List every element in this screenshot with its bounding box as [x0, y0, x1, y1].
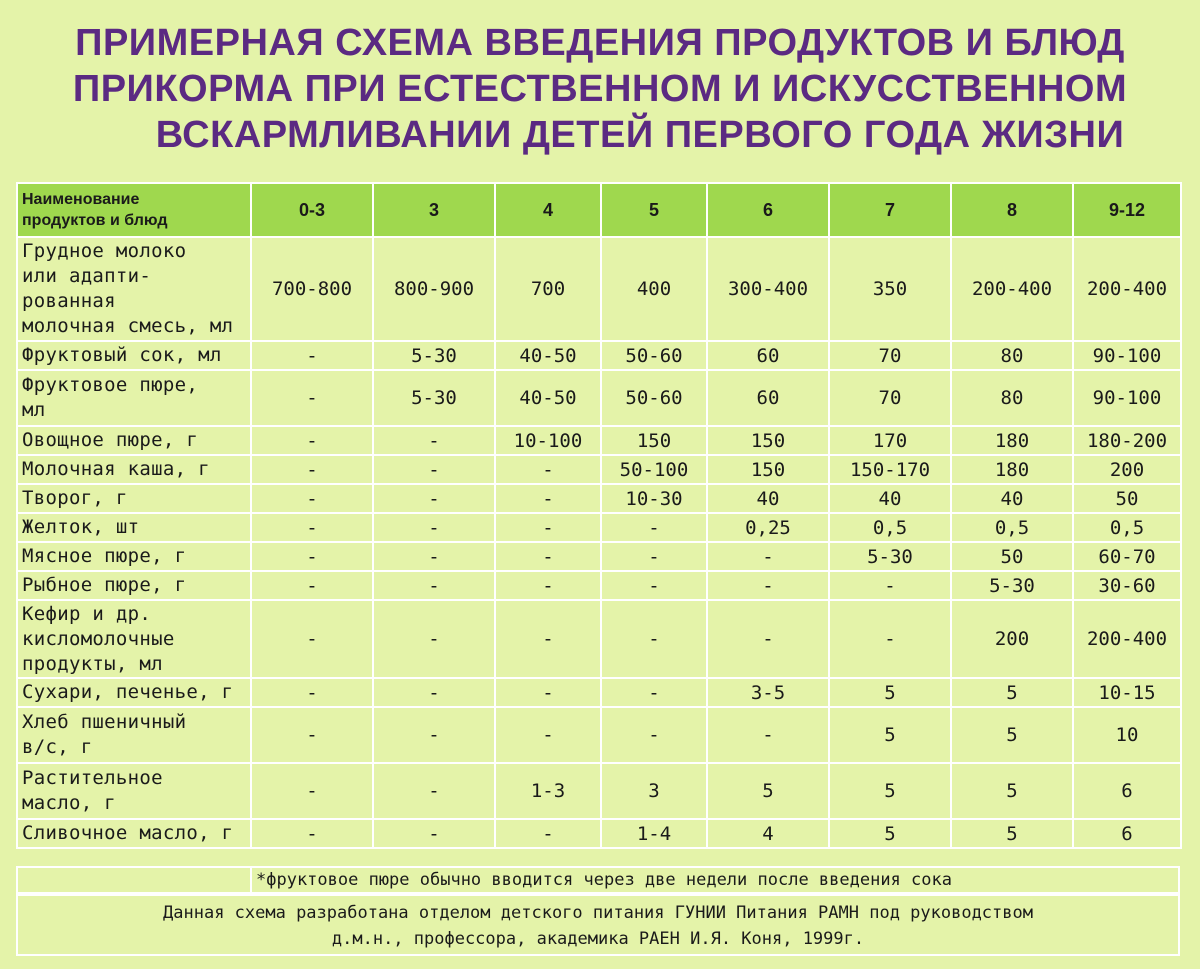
value-cell: 5: [829, 678, 951, 707]
value-cell: -: [373, 678, 495, 707]
value-cell: 10-30: [601, 484, 707, 513]
value-cell: -: [829, 600, 951, 678]
value-cell: 70: [829, 370, 951, 426]
value-cell: 180: [951, 455, 1073, 484]
table-row: [17, 819, 1181, 848]
value-cell: -: [495, 600, 601, 678]
table-row: [17, 542, 1181, 571]
value-cell: 5-30: [373, 341, 495, 370]
value-cell: 0,25: [707, 513, 829, 542]
value-cell: -: [251, 341, 373, 370]
title-line-1: ПРИМЕРНАЯ СХЕМА ВВЕДЕНИЯ ПРОДУКТОВ И БЛЮД: [75, 22, 1125, 64]
value-cell: 200-400: [951, 237, 1073, 341]
product-name-cell: [17, 455, 251, 484]
value-cell: 150: [707, 455, 829, 484]
value-cell: 40: [829, 484, 951, 513]
value-cell: 90-100: [1073, 370, 1181, 426]
value-cell: 150: [601, 426, 707, 455]
value-cell: -: [495, 819, 601, 848]
product-name-cell: [17, 707, 251, 763]
column-header-month: 7: [829, 183, 951, 237]
credits-line-1: Данная схема разработана отделом детского питания ГУНИИ Питания РАМН под руководством: [163, 903, 1033, 923]
value-cell: 50-100: [601, 455, 707, 484]
column-header-month: 8: [951, 183, 1073, 237]
value-cell: 180-200: [1073, 426, 1181, 455]
value-cell: 50-60: [601, 341, 707, 370]
product-name-line: молочная смесь, мл: [22, 315, 234, 337]
value-cell: 30-60: [1073, 571, 1181, 600]
table-row: [17, 455, 1181, 484]
table-row: [17, 426, 1181, 455]
value-cell: 5: [951, 819, 1073, 848]
value-cell: -: [251, 571, 373, 600]
value-cell: -: [495, 542, 601, 571]
value-cell: -: [601, 707, 707, 763]
value-cell: 150-170: [829, 455, 951, 484]
table-row: [17, 484, 1181, 513]
value-cell: 3-5: [707, 678, 829, 707]
value-cell: 80: [951, 341, 1073, 370]
column-header-month: 9-12: [1073, 183, 1181, 237]
value-cell: -: [373, 484, 495, 513]
product-name-cell: [17, 819, 251, 848]
table-row: [17, 600, 1181, 678]
value-cell: 80: [951, 370, 1073, 426]
value-cell: -: [251, 513, 373, 542]
product-name-line: продукты, мл: [22, 652, 163, 675]
table-row: [17, 763, 1181, 819]
value-cell: 40: [707, 484, 829, 513]
product-name-line: Фруктовый сок, мл: [22, 344, 222, 366]
value-cell: 0,5: [829, 513, 951, 542]
column-header-month: 6: [707, 183, 829, 237]
value-cell: 200: [951, 600, 1073, 678]
value-cell: 400: [601, 237, 707, 341]
value-cell: 5: [707, 763, 829, 819]
product-name-line: рованная: [22, 290, 116, 312]
value-cell: 800-900: [373, 237, 495, 341]
product-name-line: Творог, г: [22, 487, 128, 509]
footnote: *фруктовое пюре обычно вводится через две недели после введения сока: [250, 866, 1180, 894]
product-name-line: Рыбное пюре, г: [22, 574, 187, 596]
value-cell: 70: [829, 341, 951, 370]
value-cell: -: [601, 542, 707, 571]
product-name-cell: [17, 678, 251, 707]
value-cell: 170: [829, 426, 951, 455]
value-cell: 5: [951, 678, 1073, 707]
value-cell: -: [707, 600, 829, 678]
value-cell: -: [707, 707, 829, 763]
value-cell: -: [373, 763, 495, 819]
value-cell: 350: [829, 237, 951, 341]
value-cell: 5-30: [373, 370, 495, 426]
value-cell: -: [829, 571, 951, 600]
value-cell: 60: [707, 370, 829, 426]
value-cell: -: [495, 484, 601, 513]
value-cell: -: [373, 455, 495, 484]
footnote-spacer: [16, 866, 252, 894]
value-cell: 50-60: [601, 370, 707, 426]
value-cell: 5: [951, 763, 1073, 819]
value-cell: 200-400: [1073, 600, 1181, 678]
product-name-line: Грудное молоко: [22, 240, 187, 262]
value-cell: -: [601, 678, 707, 707]
value-cell: 40: [951, 484, 1073, 513]
value-cell: 3: [601, 763, 707, 819]
product-name-line: Сухари, печенье, г: [22, 681, 234, 703]
table-row: [17, 513, 1181, 542]
value-cell: -: [251, 707, 373, 763]
value-cell: 1-4: [601, 819, 707, 848]
value-cell: 40-50: [495, 341, 601, 370]
value-cell: 6: [1073, 819, 1181, 848]
table-row: [17, 678, 1181, 707]
product-name-cell: [17, 237, 251, 341]
column-header-month: 3: [373, 183, 495, 237]
product-name-line: Хлеб пшеничный: [22, 711, 187, 733]
product-name-cell: [17, 370, 251, 426]
value-cell: -: [373, 513, 495, 542]
table-row: [17, 571, 1181, 600]
value-cell: 5-30: [829, 542, 951, 571]
value-cell: 60-70: [1073, 542, 1181, 571]
value-cell: -: [373, 571, 495, 600]
table-row: [17, 341, 1181, 370]
value-cell: -: [495, 678, 601, 707]
page-title: [0, 20, 1200, 158]
product-name-line: или адапти-: [22, 265, 152, 287]
value-cell: -: [495, 707, 601, 763]
product-name-line: масло, г: [22, 792, 116, 814]
product-name-cell: [17, 513, 251, 542]
table-body: [17, 237, 1181, 848]
product-name-line: в/с, г: [22, 736, 93, 758]
value-cell: -: [251, 678, 373, 707]
value-cell: -: [601, 571, 707, 600]
value-cell: 5: [829, 707, 951, 763]
value-cell: 60: [707, 341, 829, 370]
product-name-line: Растительное: [22, 767, 163, 789]
value-cell: 6: [1073, 763, 1181, 819]
value-cell: -: [251, 819, 373, 848]
credits-line-2: д.м.н., профессора, академика РАЕН И.Я. Коня, 1999г.: [331, 929, 865, 949]
value-cell: -: [251, 484, 373, 513]
value-cell: 200: [1073, 455, 1181, 484]
value-cell: -: [251, 600, 373, 678]
product-name-line: Фруктовое пюре,: [22, 374, 199, 396]
value-cell: -: [373, 600, 495, 678]
value-cell: -: [373, 819, 495, 848]
value-cell: -: [251, 542, 373, 571]
product-name-line: Кефир и др.: [22, 602, 152, 625]
value-cell: 1-3: [495, 763, 601, 819]
title-line-3: ВСКАРМЛИВАНИИ ДЕТЕЙ ПЕРВОГО ГОДА ЖИЗНИ: [155, 114, 1125, 156]
product-name-cell: [17, 763, 251, 819]
value-cell: 0,5: [951, 513, 1073, 542]
value-cell: -: [373, 707, 495, 763]
value-cell: 0,5: [1073, 513, 1181, 542]
value-cell: 200-400: [1073, 237, 1181, 341]
product-name-line: Молочная каша, г: [22, 458, 210, 480]
value-cell: 300-400: [707, 237, 829, 341]
product-name-cell: [17, 426, 251, 455]
value-cell: -: [251, 763, 373, 819]
value-cell: -: [707, 571, 829, 600]
value-cell: -: [495, 513, 601, 542]
value-cell: 10-100: [495, 426, 601, 455]
value-cell: 90-100: [1073, 341, 1181, 370]
table-header-row: [17, 183, 1181, 237]
value-cell: 40-50: [495, 370, 601, 426]
product-name-line: Мясное пюре, г: [22, 545, 187, 567]
header-name-line-2: продуктов и блюд: [22, 212, 168, 229]
column-header-month: 0-3: [251, 183, 373, 237]
value-cell: -: [601, 513, 707, 542]
value-cell: 150: [707, 426, 829, 455]
value-cell: 180: [951, 426, 1073, 455]
value-cell: -: [495, 455, 601, 484]
table-row: [17, 237, 1181, 341]
value-cell: -: [495, 571, 601, 600]
header-name-line-1: Наименование: [22, 191, 140, 208]
column-header-month: 5: [601, 183, 707, 237]
value-cell: 5: [829, 819, 951, 848]
product-name-cell: [17, 542, 251, 571]
product-name-line: Овощное пюре, г: [22, 429, 199, 451]
product-name-cell: [17, 341, 251, 370]
column-header-name: [17, 183, 251, 237]
product-name-line: Желток, шт: [22, 516, 140, 538]
value-cell: 4: [707, 819, 829, 848]
value-cell: 10-15: [1073, 678, 1181, 707]
table-row: [17, 707, 1181, 763]
credits: [16, 894, 1180, 956]
table-row: [17, 370, 1181, 426]
value-cell: -: [251, 426, 373, 455]
value-cell: 50: [1073, 484, 1181, 513]
value-cell: 5: [829, 763, 951, 819]
product-name-line: кисломолочные: [22, 627, 175, 650]
value-cell: 700: [495, 237, 601, 341]
column-header-month: 4: [495, 183, 601, 237]
value-cell: -: [373, 542, 495, 571]
product-name-cell: [17, 600, 251, 678]
value-cell: -: [373, 426, 495, 455]
product-name-cell: [17, 484, 251, 513]
value-cell: 10: [1073, 707, 1181, 763]
product-name-line: Сливочное масло, г: [22, 822, 234, 844]
value-cell: 5: [951, 707, 1073, 763]
value-cell: -: [251, 370, 373, 426]
value-cell: 50: [951, 542, 1073, 571]
feeding-schedule-table: [16, 182, 1182, 849]
value-cell: 5-30: [951, 571, 1073, 600]
title-line-2: ПРИКОРМА ПРИ ЕСТЕСТВЕННОМ И ИСКУССТВЕННОМ: [72, 68, 1128, 110]
value-cell: 700-800: [251, 237, 373, 341]
product-name-cell: [17, 571, 251, 600]
value-cell: -: [707, 542, 829, 571]
value-cell: -: [601, 600, 707, 678]
product-name-line: мл: [22, 399, 46, 421]
value-cell: -: [251, 455, 373, 484]
